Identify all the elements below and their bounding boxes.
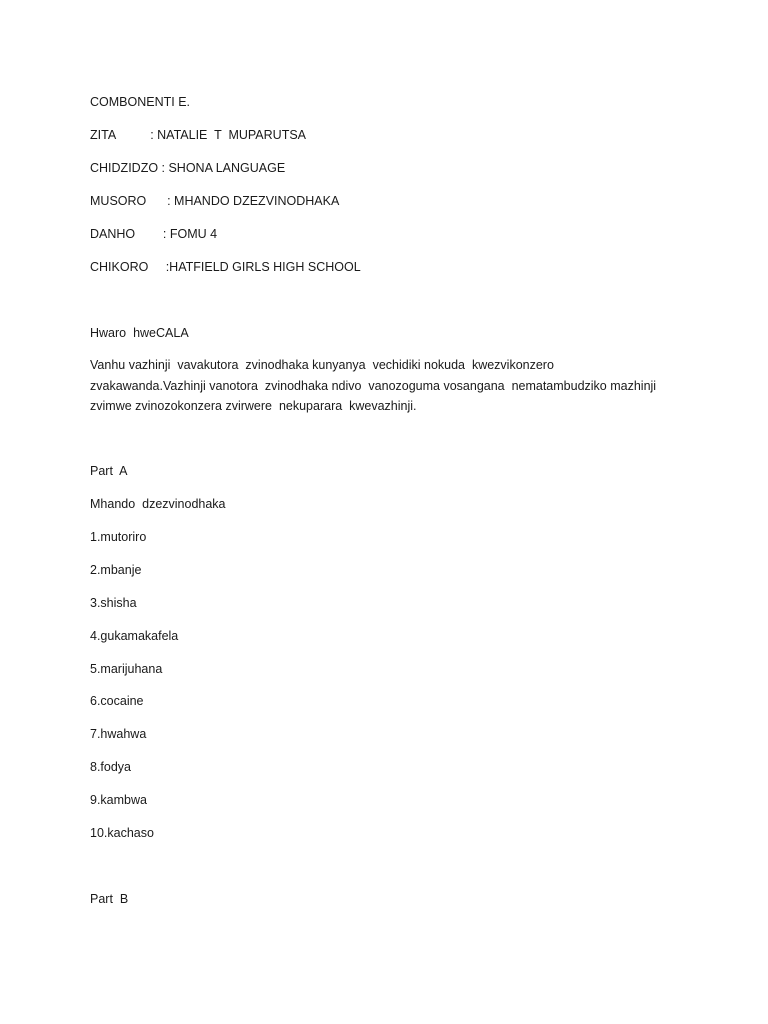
- intro-heading: Hwaro hweCALA: [90, 326, 189, 340]
- list-item: 1.mutoriro: [90, 530, 147, 544]
- name-line: ZITA : NATALIE T MUPARUTSA: [90, 128, 307, 142]
- list-item: 4.gukamakafela: [90, 629, 179, 643]
- school-line: CHIKORO :HATFIELD GIRLS HIGH SCHOOL: [90, 260, 361, 274]
- list-item: 8.fodya: [90, 760, 132, 774]
- list-item: 2.mbanje: [90, 563, 142, 577]
- list-item: 5.marijuhana: [90, 662, 163, 676]
- list-item: 9.kambwa: [90, 793, 147, 807]
- subject-line: CHIDZIDZO : SHONA LANGUAGE: [90, 161, 286, 175]
- list-item: 3.shisha: [90, 596, 137, 610]
- grade-line: DANHO : FOMU 4: [90, 227, 218, 241]
- list-item: 7.hwahwa: [90, 727, 147, 741]
- part-a-subheading: Mhando dzezvinodhaka: [90, 497, 226, 511]
- component-label: COMBONENTI E.: [90, 95, 191, 109]
- intro-paragraph: Vanhu vazhinji vavakutora zvinodhaka kunyanya vechidiki nokuda kwezvikonzero zvakawanda.Vazhinji vanotora zvinodhaka ndivo vanozoguma vosangana nematambudziko mazhinji zvimwe zvinozokonzera zvirwere nekuparara kwevazhinji.: [90, 358, 657, 413]
- part-a-heading: Part A: [90, 464, 128, 478]
- list-item: 10.kachaso: [90, 826, 154, 840]
- part-b-heading: Part B: [90, 892, 129, 906]
- topic-line: MUSORO : MHANDO DZEZVINODHAKA: [90, 194, 340, 208]
- list-item: 6.cocaine: [90, 694, 144, 708]
